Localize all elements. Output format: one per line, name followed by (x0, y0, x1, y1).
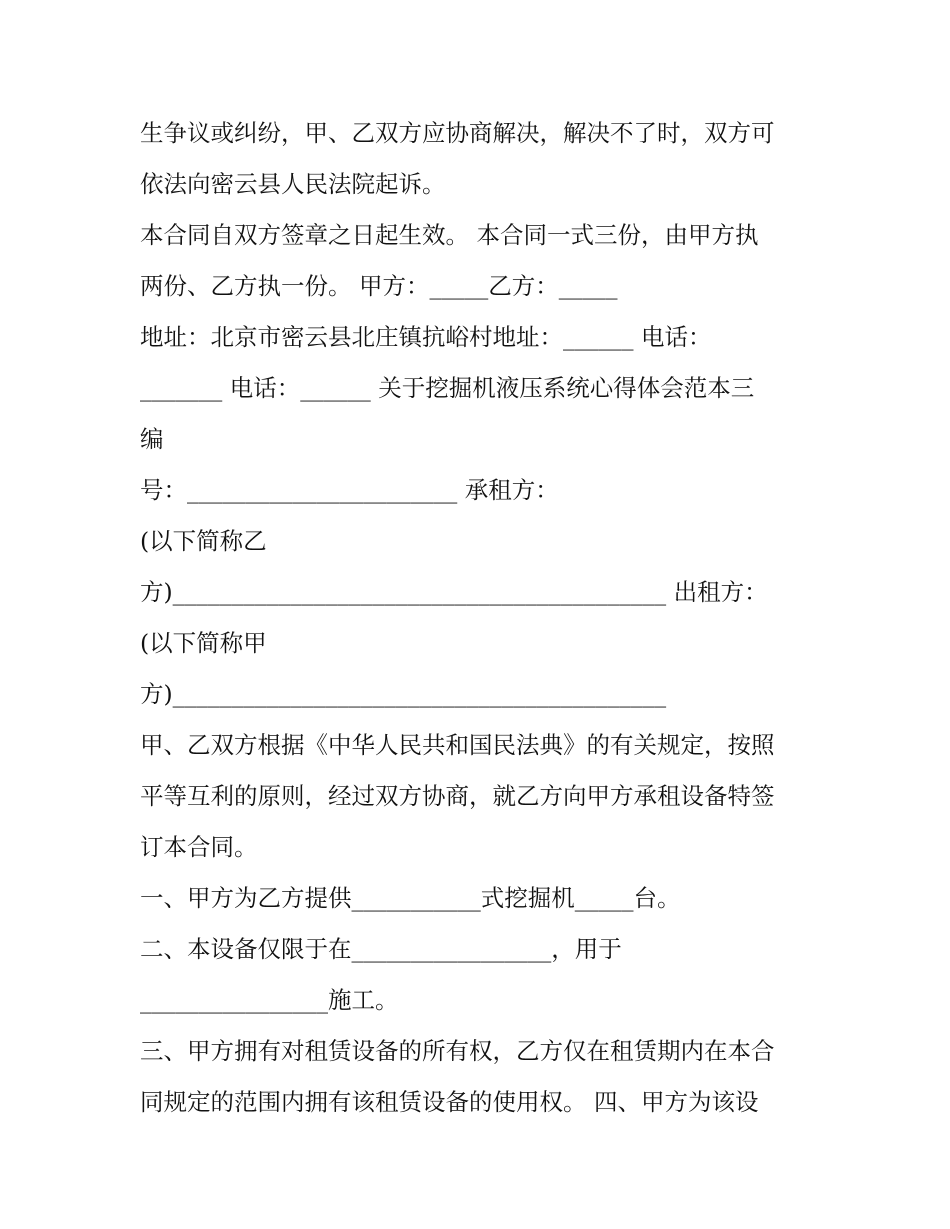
text-line: (以下简称甲 (140, 629, 267, 657)
text-line: 两份、乙方执一份。 甲方：_____乙方：_____ (140, 272, 618, 300)
text-line: (以下简称乙 (140, 527, 267, 555)
text-line: 同规定的范围内拥有该租赁设备的使用权。 四、甲方为该设 (140, 1088, 759, 1116)
text-line: 方)__________________________________________ (140, 680, 667, 708)
text-line: 平等互利的原则，经过双方协商，就乙方向甲方承租设备特签 (140, 782, 775, 810)
text-line: _______ 电话：______ 关于挖掘机液压系统心得体会范本三 (140, 374, 755, 402)
text-line: 甲、乙双方根据《中华人民共和国民法典》的有关规定，按照 (140, 731, 775, 759)
text-line: 本合同自双方签章之日起生效。 本合同一式三份，由甲方执 (140, 221, 759, 249)
text-line: 二、本设备仅限于在_________________，用于 (140, 935, 622, 963)
text-line: 三、甲方拥有对租赁设备的所有权，乙方仅在租赁期内在本合 (140, 1037, 775, 1065)
text-line: 订本合同。 (140, 833, 258, 861)
text-line: 编 (140, 425, 164, 453)
text-line: 地址：北京市密云县北庄镇抗峪村地址：______ 电话： (140, 323, 712, 351)
text-line: 号：_______________________ 承租方： (140, 476, 559, 504)
text-line: 一、甲方为乙方提供___________式挖掘机_____台。 (140, 884, 681, 912)
text-line: 方)__________________________________________ 出租方： (140, 578, 768, 606)
text-line: ________________施工。 (140, 986, 399, 1014)
text-line: 生争议或纠纷，甲、乙双方应协商解决，解决不了时，双方可 (140, 119, 775, 147)
text-line: 依法向密云县人民法院起诉。 (140, 170, 446, 198)
contract-text (140, 108, 840, 1128)
